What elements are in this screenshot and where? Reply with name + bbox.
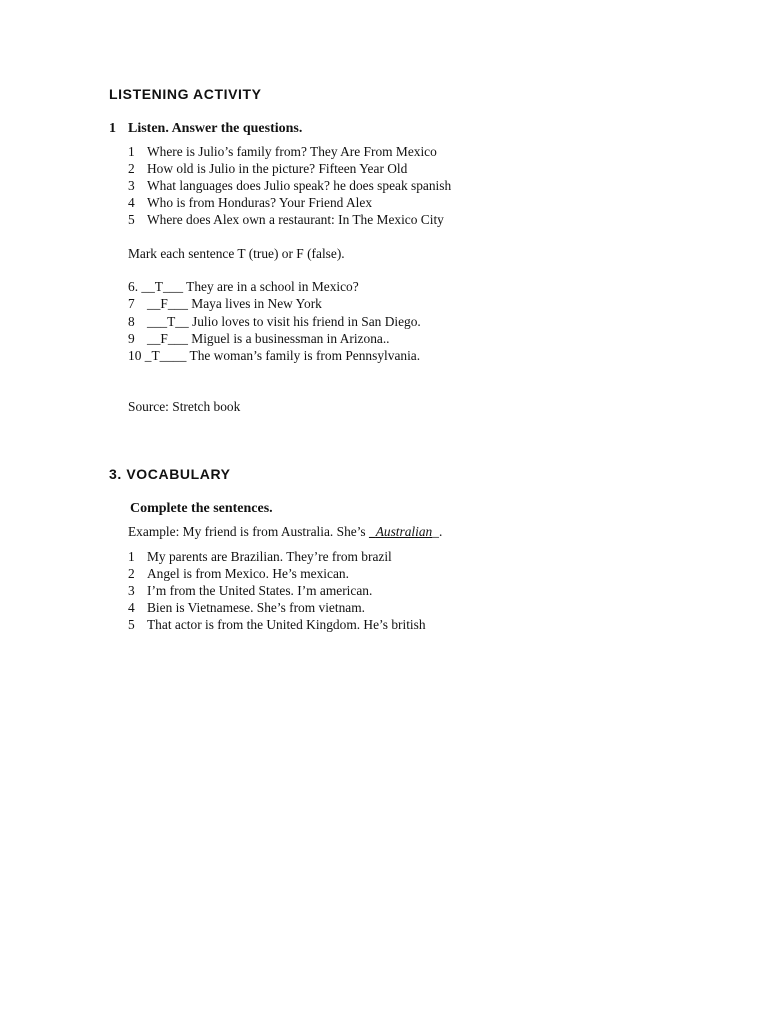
vocabulary-example <box>128 524 442 540</box>
vocab-item-5 <box>128 617 426 633</box>
question-text: Who is from Honduras? Your Friend Alex <box>147 195 373 210</box>
tf-number: 8 <box>128 314 135 329</box>
tf-item-6 <box>128 279 359 295</box>
question-5 <box>128 212 444 228</box>
question-1 <box>128 144 437 160</box>
tf-answer: ___T__ <box>147 314 189 329</box>
vocab-text: I’m from the United States. I’m american. <box>147 583 373 598</box>
question-number: 5 <box>128 212 135 227</box>
example-trail: _. <box>432 524 443 539</box>
question-number: 1 <box>128 144 135 159</box>
tf-answer: __F___ <box>147 331 188 346</box>
question-text: Where does Alex own a restaurant: In The Mexico City <box>147 212 444 227</box>
example-lead: _ <box>369 524 376 539</box>
tf-number: 9 <box>128 331 135 346</box>
listening-title: LISTENING ACTIVITY <box>109 86 262 102</box>
tf-statement: They are in a school in Mexico? <box>186 279 359 294</box>
question-text: How old is Julio in the picture? Fifteen Year Old <box>147 161 408 176</box>
listening-instruction <box>109 121 302 137</box>
vocab-item-1 <box>128 549 392 565</box>
vocab-text: Angel is from Mexico. He’s mexican. <box>147 566 349 581</box>
tf-answer: __F___ <box>147 296 188 311</box>
tf-instruction: Mark each sentence T (true) or F (false). <box>128 246 345 261</box>
vocab-number: 2 <box>128 566 135 581</box>
vocabulary-instruction: Complete the sentences. <box>130 501 273 516</box>
question-text: What languages does Julio speak? he does speak spanish <box>147 178 452 193</box>
vocab-number: 4 <box>128 600 135 615</box>
question-number: 3 <box>128 178 135 193</box>
tf-statement: Miguel is a businessman in Arizona.. <box>191 331 390 346</box>
vocab-text: Bien is Vietnamese. She’s from vietnam. <box>147 600 365 615</box>
vocab-text: That actor is from the United Kingdom. He’s british <box>147 617 426 632</box>
tf-statement: Maya lives in New York <box>191 296 322 311</box>
question-number: 2 <box>128 161 135 176</box>
question-4 <box>128 195 372 211</box>
question-number: 4 <box>128 195 135 210</box>
tf-statement: The woman’s family is from Pennsylvania. <box>189 348 421 363</box>
tf-item-7 <box>128 296 322 312</box>
tf-number: 10 <box>128 348 142 363</box>
vocab-number: 1 <box>128 549 135 564</box>
tf-answer: __T___ <box>141 279 184 294</box>
vocab-item-4 <box>128 600 365 616</box>
question-2 <box>128 161 407 177</box>
vocab-number: 5 <box>128 617 135 632</box>
tf-answer: _T____ <box>144 348 187 363</box>
vocab-text: My parents are Brazilian. They’re from brazil <box>147 549 392 564</box>
example-text: Example: My friend is from Australia. She’s <box>128 524 369 539</box>
question-3 <box>128 178 451 194</box>
vocab-number: 3 <box>128 583 135 598</box>
vocab-item-3 <box>128 583 372 599</box>
source-note: Source: Stretch book <box>128 399 241 414</box>
tf-item-9 <box>128 331 390 347</box>
tf-item-8 <box>128 314 421 330</box>
example-answer: Australian <box>375 524 433 539</box>
tf-item-10 <box>128 348 420 364</box>
tf-number: 6. <box>128 279 139 294</box>
tf-statement: Julio loves to visit his friend in San Diego. <box>192 314 421 329</box>
vocabulary-title: 3. VOCABULARY <box>109 466 231 482</box>
vocab-item-2 <box>128 566 349 582</box>
tf-number: 7 <box>128 296 135 311</box>
question-text: Where is Julio’s family from? They Are From Mexico <box>147 144 437 159</box>
instruction-number: 1 <box>109 121 116 136</box>
instruction-text: Listen. Answer the questions. <box>128 121 303 136</box>
